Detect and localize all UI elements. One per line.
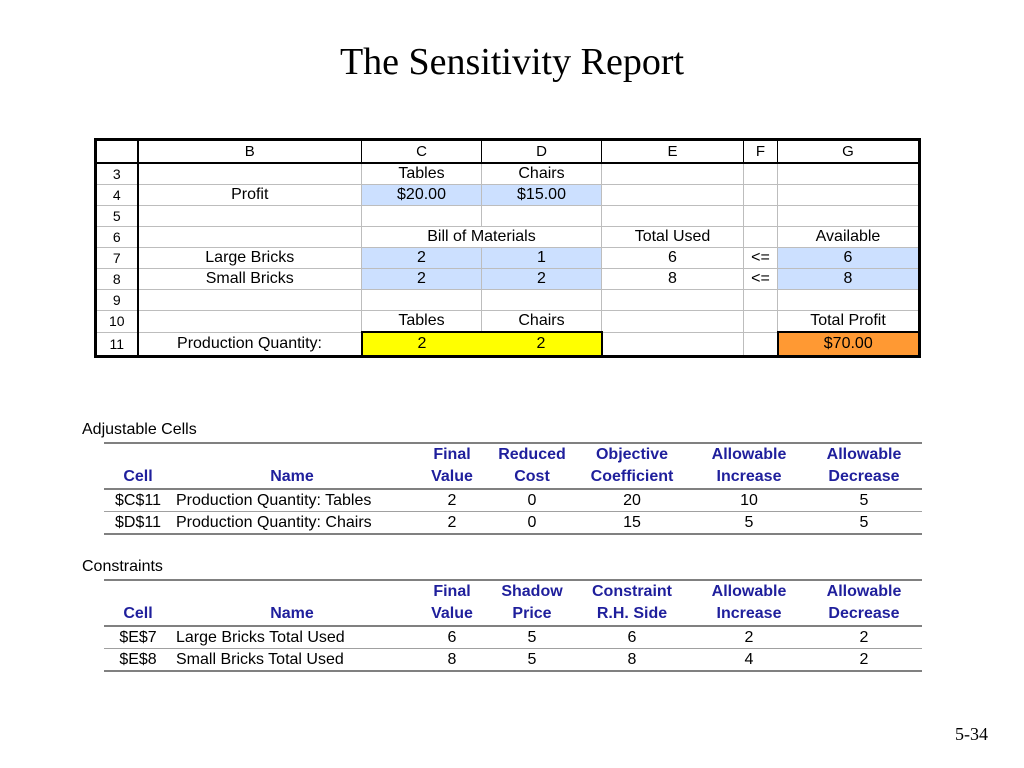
- header-final-value: Final Value: [412, 443, 492, 489]
- adjustable-cells-table: [104, 442, 922, 535]
- header-allowable-increase: Allowable Increase: [692, 580, 806, 626]
- sheet-row-8: [96, 269, 920, 290]
- allowable-increase: 2: [692, 626, 806, 649]
- cell-e8[interactable]: 8: [602, 269, 744, 290]
- cell-g10[interactable]: Total Profit: [778, 311, 920, 333]
- header-objective-coefficient: Objective Coefficient: [572, 443, 692, 489]
- constraints-table: [104, 579, 922, 672]
- cell-g7[interactable]: 6: [778, 248, 920, 269]
- sheet-row-4: [96, 185, 920, 206]
- header-final-value: Final Value: [412, 580, 492, 626]
- cell-c10[interactable]: Tables: [362, 311, 482, 333]
- final-value: 6: [412, 626, 492, 649]
- cell-d10[interactable]: Chairs: [482, 311, 602, 333]
- cell-f5[interactable]: [744, 206, 778, 227]
- header-name: Name: [172, 443, 412, 489]
- cell-d3[interactable]: Chairs: [482, 163, 602, 185]
- cell-g3[interactable]: [778, 163, 920, 185]
- cell-f6[interactable]: [744, 227, 778, 248]
- allowable-decrease: 5: [806, 512, 922, 535]
- final-value: 8: [412, 649, 492, 672]
- cell-c7[interactable]: 2: [362, 248, 482, 269]
- sheet-row-6: [96, 227, 920, 248]
- cell-ref: $C$11: [104, 489, 172, 512]
- row-header[interactable]: 8: [96, 269, 138, 290]
- cell-c11-changing[interactable]: 2: [362, 332, 482, 357]
- header-constraint-rhs: Constraint R.H. Side: [572, 580, 692, 626]
- allowable-increase: 4: [692, 649, 806, 672]
- cell-d5[interactable]: [482, 206, 602, 227]
- cell-f4[interactable]: [744, 185, 778, 206]
- cell-c5[interactable]: [362, 206, 482, 227]
- spreadsheet-model: [94, 138, 921, 358]
- row-header[interactable]: 6: [96, 227, 138, 248]
- cell-f3[interactable]: [744, 163, 778, 185]
- sheet-row-7: [96, 248, 920, 269]
- allowable-increase: 10: [692, 489, 806, 512]
- cell-c9[interactable]: [362, 290, 482, 311]
- row-header[interactable]: 5: [96, 206, 138, 227]
- cell-name: Production Quantity: Tables: [172, 489, 412, 512]
- cell-g9[interactable]: [778, 290, 920, 311]
- cell-b7[interactable]: Large Bricks: [138, 248, 362, 269]
- cell-e10[interactable]: [602, 311, 744, 333]
- cell-name: Large Bricks Total Used: [172, 626, 412, 649]
- cell-d9[interactable]: [482, 290, 602, 311]
- header-cell: Cell: [104, 443, 172, 489]
- sheet-row-5: [96, 206, 920, 227]
- allowable-decrease: 2: [806, 626, 922, 649]
- cell-f7[interactable]: <=: [744, 248, 778, 269]
- cell-b5[interactable]: [138, 206, 362, 227]
- allowable-decrease: 2: [806, 649, 922, 672]
- cell-e3[interactable]: [602, 163, 744, 185]
- cell-f11[interactable]: [744, 332, 778, 357]
- cell-e4[interactable]: [602, 185, 744, 206]
- cell-c6-bill-of-materials[interactable]: Bill of Materials: [362, 227, 602, 248]
- cell-ref: $D$11: [104, 512, 172, 535]
- sheet-row-11: [96, 332, 920, 357]
- cell-d7[interactable]: 1: [482, 248, 602, 269]
- cell-f8[interactable]: <=: [744, 269, 778, 290]
- final-value: 2: [412, 512, 492, 535]
- cell-d8[interactable]: 2: [482, 269, 602, 290]
- allowable-decrease: 5: [806, 489, 922, 512]
- page-title: The Sensitivity Report: [339, 41, 685, 83]
- cell-name: Production Quantity: Chairs: [172, 512, 412, 535]
- cell-name: Small Bricks Total Used: [172, 649, 412, 672]
- sheet-row-10: [96, 311, 920, 333]
- cell-e7[interactable]: 6: [602, 248, 744, 269]
- column-header-d[interactable]: D: [482, 140, 602, 164]
- objective-coefficient: 20: [572, 489, 692, 512]
- cell-b4[interactable]: Profit: [138, 185, 362, 206]
- reduced-cost: 0: [492, 512, 572, 535]
- adjustable-cells-label: Adjustable Cells: [82, 421, 197, 438]
- header-allowable-decrease: Allowable Decrease: [806, 580, 922, 626]
- header-cell: Cell: [104, 580, 172, 626]
- column-header-e[interactable]: E: [602, 140, 744, 164]
- cell-d11-changing[interactable]: 2: [482, 332, 602, 357]
- cell-b3[interactable]: [138, 163, 362, 185]
- constraint-rhs: 8: [572, 649, 692, 672]
- row-header[interactable]: 4: [96, 185, 138, 206]
- header-reduced-cost: Reduced Cost: [492, 443, 572, 489]
- cell-e6[interactable]: Total Used: [602, 227, 744, 248]
- column-header-c[interactable]: C: [362, 140, 482, 164]
- column-header-row: [96, 140, 920, 164]
- reduced-cost: 0: [492, 489, 572, 512]
- row-header[interactable]: 11: [96, 332, 138, 357]
- cell-f10[interactable]: [744, 311, 778, 333]
- row-header[interactable]: 7: [96, 248, 138, 269]
- cell-d4[interactable]: $15.00: [482, 185, 602, 206]
- cell-c4[interactable]: $20.00: [362, 185, 482, 206]
- cell-b8[interactable]: Small Bricks: [138, 269, 362, 290]
- header-name: Name: [172, 580, 412, 626]
- cell-e5[interactable]: [602, 206, 744, 227]
- cell-g6[interactable]: Available: [778, 227, 920, 248]
- cell-ref: $E$7: [104, 626, 172, 649]
- row-header[interactable]: 10: [96, 311, 138, 333]
- sheet-row-3: [96, 163, 920, 185]
- table-row: [104, 489, 922, 512]
- cell-f9[interactable]: [744, 290, 778, 311]
- column-header-b[interactable]: B: [138, 140, 362, 164]
- cell-b11[interactable]: Production Quantity:: [138, 332, 362, 357]
- cell-g4[interactable]: [778, 185, 920, 206]
- constraints-label: Constraints: [82, 558, 163, 575]
- final-value: 2: [412, 489, 492, 512]
- header-allowable-increase: Allowable Increase: [692, 443, 806, 489]
- header-shadow-price: Shadow Price: [492, 580, 572, 626]
- cell-c8[interactable]: 2: [362, 269, 482, 290]
- cell-ref: $E$8: [104, 649, 172, 672]
- corner-cell[interactable]: [96, 140, 138, 164]
- header-allowable-decrease: Allowable Decrease: [806, 443, 922, 489]
- table-row: [104, 649, 922, 672]
- allowable-increase: 5: [692, 512, 806, 535]
- cell-b9[interactable]: [138, 290, 362, 311]
- table-row: [104, 512, 922, 535]
- cell-g8[interactable]: 8: [778, 269, 920, 290]
- objective-coefficient: 15: [572, 512, 692, 535]
- row-header[interactable]: 9: [96, 290, 138, 311]
- cell-e9[interactable]: [602, 290, 744, 311]
- cell-b10[interactable]: [138, 311, 362, 333]
- sheet-row-9: [96, 290, 920, 311]
- row-header[interactable]: 3: [96, 163, 138, 185]
- constraint-rhs: 6: [572, 626, 692, 649]
- shadow-price: 5: [492, 649, 572, 672]
- page-number: 5-34: [955, 724, 988, 744]
- report-header-row: [104, 580, 922, 626]
- shadow-price: 5: [492, 626, 572, 649]
- cell-g5[interactable]: [778, 206, 920, 227]
- report-header-row: [104, 443, 922, 489]
- cell-g11-objective[interactable]: $70.00: [778, 332, 920, 357]
- table-row: [104, 626, 922, 649]
- column-header-g[interactable]: G: [778, 140, 920, 164]
- column-header-f[interactable]: F: [744, 140, 778, 164]
- cell-e11[interactable]: [602, 332, 744, 357]
- cell-c3[interactable]: Tables: [362, 163, 482, 185]
- cell-b6[interactable]: [138, 227, 362, 248]
